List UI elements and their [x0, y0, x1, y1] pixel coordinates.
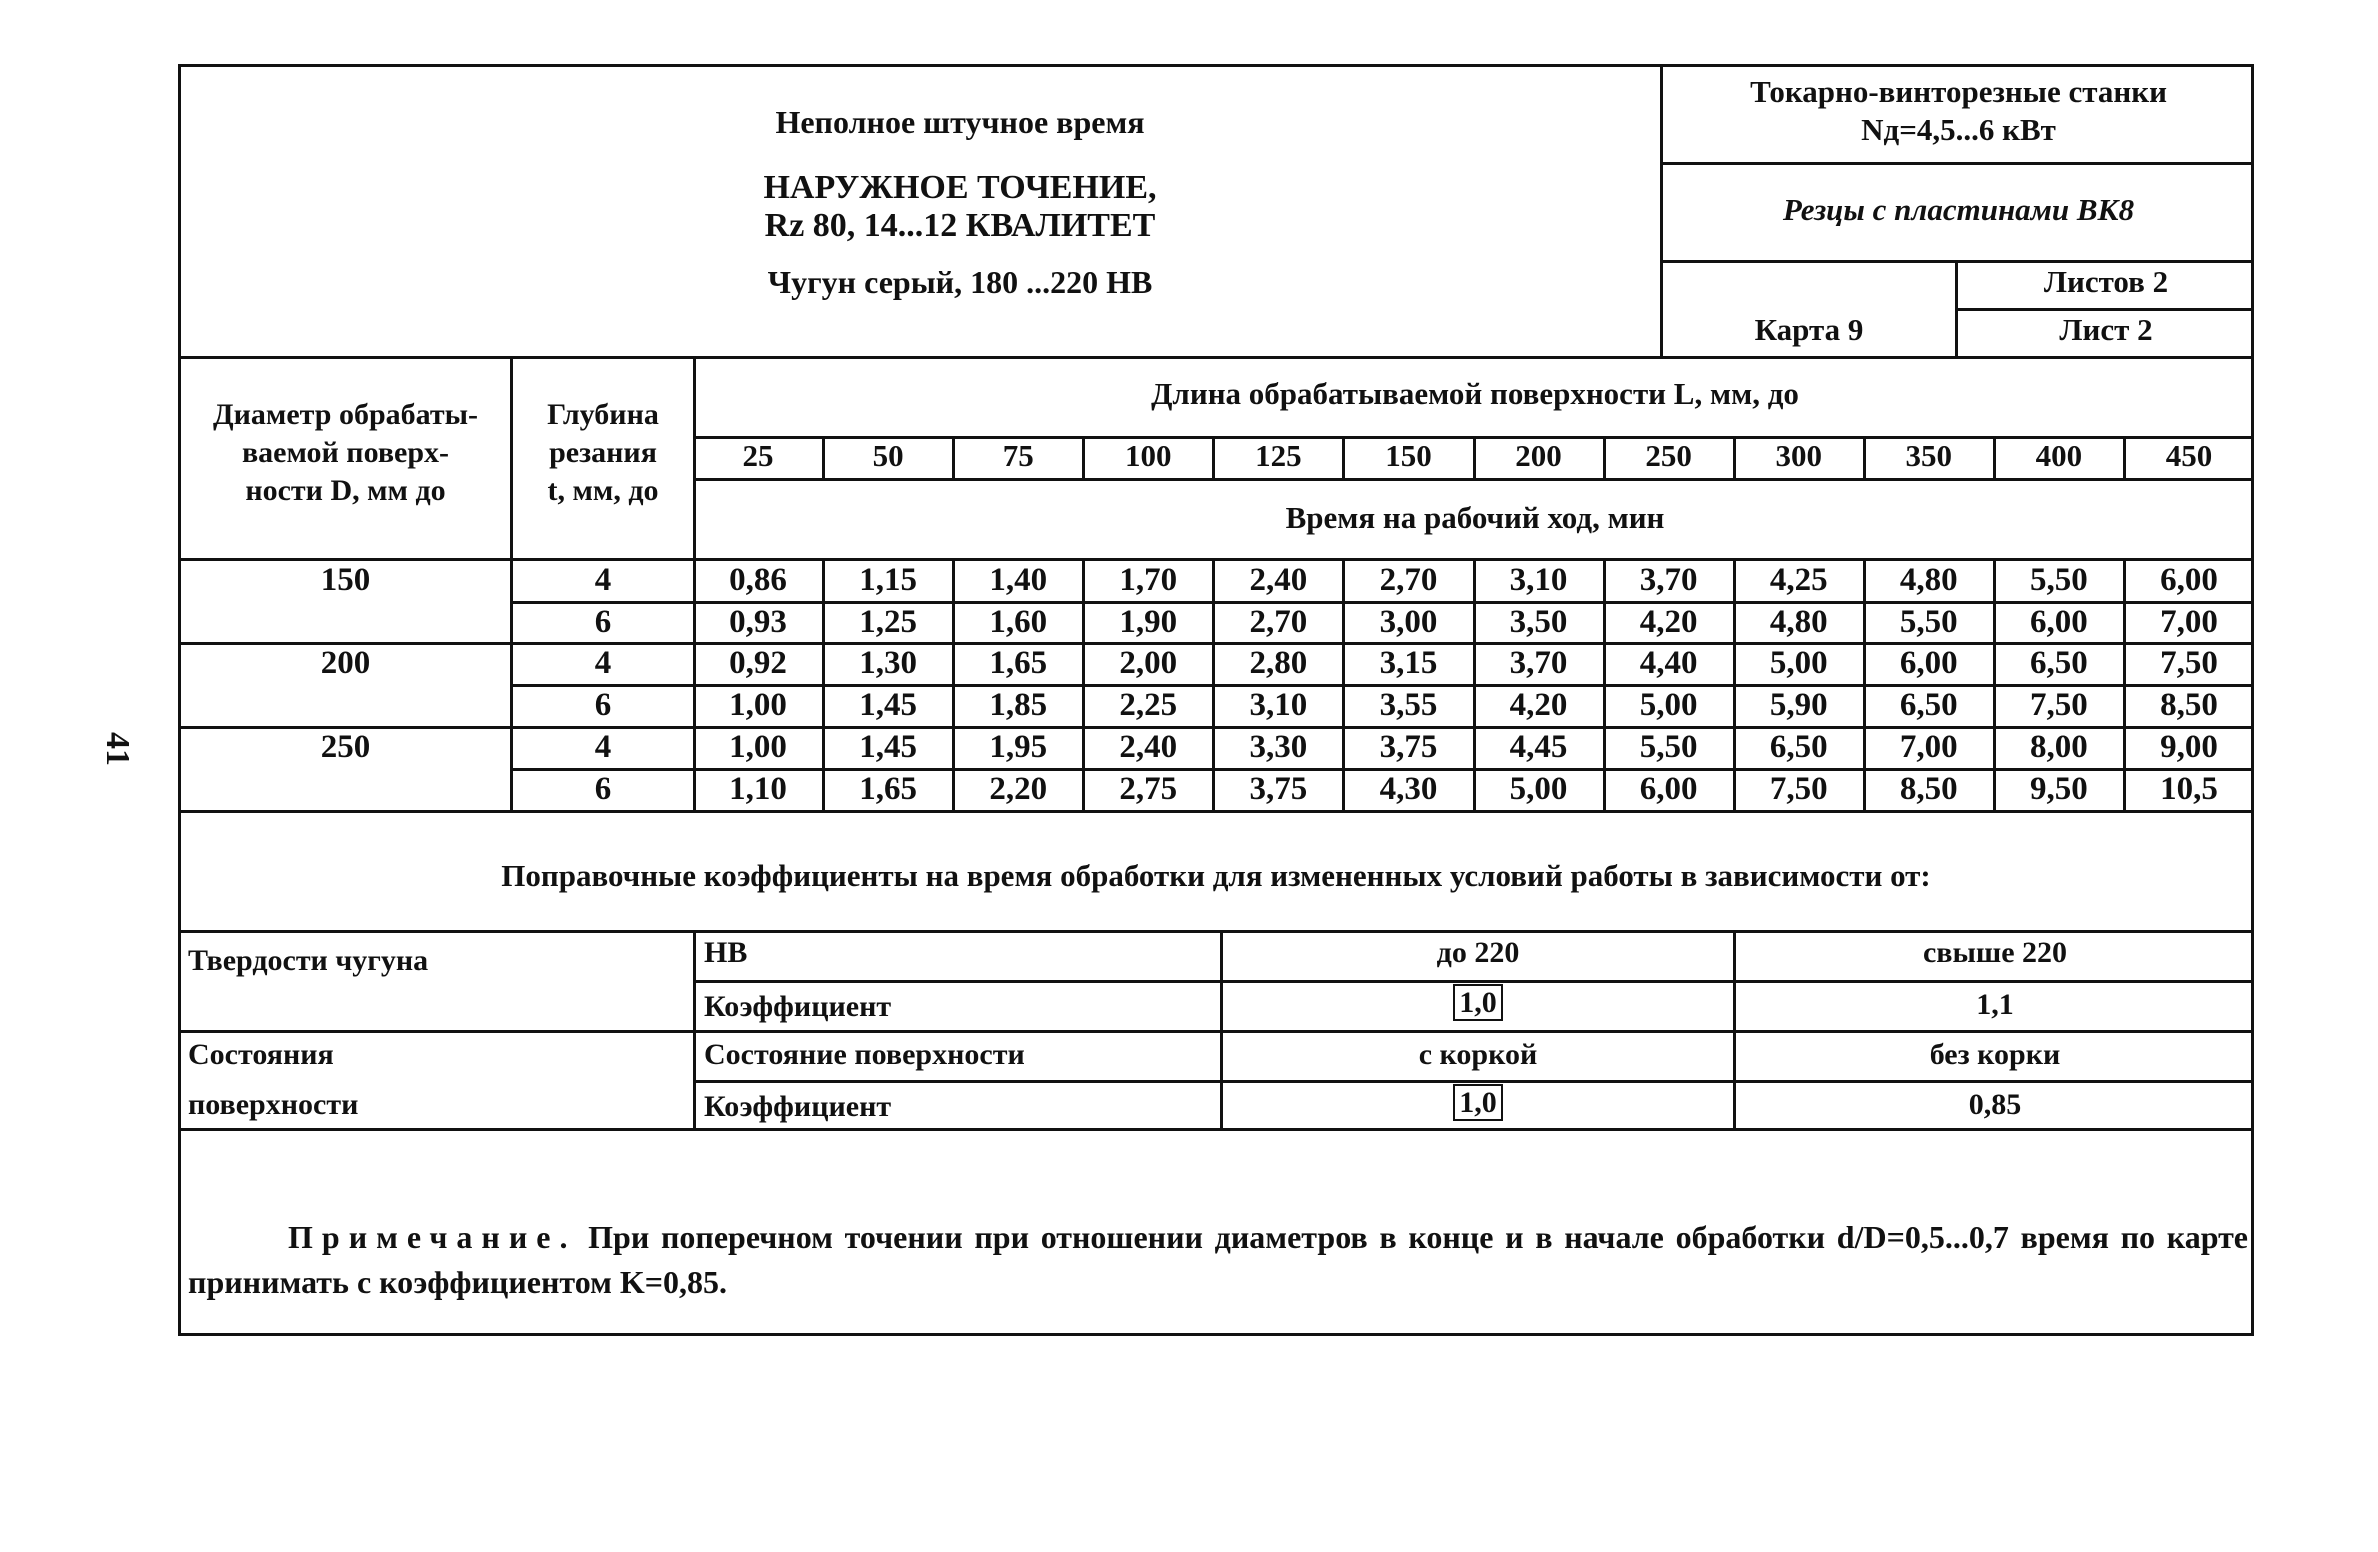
length-value: 25 [742, 438, 774, 473]
time-value: 1,65 [859, 770, 917, 807]
time-value: 2,25 [1119, 687, 1178, 724]
length-value: 75 [1002, 438, 1034, 473]
time-value: 4,40 [1639, 645, 1698, 682]
without-crust-coef: 0,85 [1968, 1088, 2022, 1121]
length-col-line [822, 438, 825, 478]
time-value: 2,70 [1249, 603, 1308, 640]
time-value: 2,40 [1249, 562, 1308, 598]
tool-description: Резцы с пластинами ВК8 [1782, 192, 2135, 227]
table-bottom-line [178, 810, 2254, 813]
time-value: 6,00 [2029, 603, 2088, 640]
time-value: 4,25 [1769, 562, 1828, 598]
time-value: 3,10 [1249, 687, 1308, 724]
depth-value: 4 [594, 645, 612, 682]
col-header-depth-3: t, мм, до [547, 474, 659, 507]
length-col-line [1603, 438, 1606, 478]
time-value: 0,92 [729, 645, 787, 682]
time-value: 6,00 [1639, 770, 1698, 807]
page-number: 41 [99, 732, 136, 766]
corr-line-1 [693, 980, 2254, 983]
header-right-line-1 [1660, 162, 2254, 165]
diameter-value: 150 [320, 562, 371, 598]
time-value: 5,50 [1639, 728, 1698, 765]
grid-row-line [510, 601, 2254, 604]
sheet-number: Лист 2 [2059, 312, 2153, 347]
header-title-line1: НАРУЖНОЕ ТОЧЕНИЕ, [763, 169, 1157, 206]
length-col-line [1473, 438, 1476, 478]
length-value: 125 [1255, 438, 1302, 473]
machine-line1: Токарно-винторезные станки [1750, 74, 2167, 109]
header-sheets-line [1955, 308, 2254, 311]
card-number: Карта 9 [1754, 312, 1864, 347]
diameter-value: 200 [320, 645, 371, 682]
col-header-diameter-1: Диаметр обрабаты- [212, 398, 479, 431]
time-value: 1,70 [1119, 562, 1178, 598]
time-value: 4,45 [1509, 728, 1568, 765]
time-value: 7,00 [2160, 603, 2218, 640]
surface-coef-label: Коэффициент [704, 1090, 892, 1123]
time-value: 3,00 [1379, 603, 1438, 640]
col-header-depth-2: резания [549, 436, 657, 469]
time-value: 2,40 [1119, 728, 1178, 765]
time-value: 3,50 [1509, 603, 1568, 640]
time-value: 5,00 [1769, 645, 1828, 682]
time-value: 3,55 [1379, 687, 1438, 724]
time-value: 1,25 [859, 603, 917, 640]
time-value: 4,80 [1899, 562, 1958, 598]
time-value: 6,00 [1899, 645, 1958, 682]
length-value: 100 [1125, 438, 1172, 473]
corrections-top-line [178, 930, 2254, 933]
grid-row-line [510, 768, 2254, 771]
length-col-line [2123, 438, 2126, 478]
time-value: 2,00 [1119, 645, 1178, 682]
time-value: 1,30 [859, 645, 917, 682]
machine-line2: Nд=4,5...6 кВт [1861, 112, 2056, 147]
time-value: 4,20 [1639, 603, 1698, 640]
depth-value: 4 [594, 562, 612, 598]
header-title-line2: Rz 80, 14...12 КВАЛИТЕТ [764, 207, 1156, 244]
table-header-bottom [178, 558, 2254, 561]
time-value: 6,50 [1769, 728, 1828, 765]
time-value: 1,10 [729, 770, 787, 807]
with-crust-coef-cell [1223, 1086, 1733, 1121]
header-subtitle: Неполное штучное время [775, 104, 1145, 140]
col-header-diameter-2: ваемой поверх- [241, 436, 450, 469]
grid-row-line [510, 684, 2254, 687]
time-value: 2,75 [1119, 770, 1178, 807]
grid-row-line [178, 726, 2254, 729]
time-value: 7,00 [1899, 728, 1958, 765]
time-value: 1,85 [989, 687, 1048, 724]
time-value: 7,50 [2029, 687, 2088, 724]
corr-line-3 [693, 1080, 2254, 1083]
corrections-title: Поправочные коэффициенты на время обработки для измененных условий работы в зависимости от: [501, 858, 1931, 893]
col-header-diameter-3: ности D, мм до [245, 474, 446, 507]
grid-row-line [178, 642, 2254, 645]
hb-low-coef: 1,0 [1453, 984, 1503, 1021]
hb-label: НВ [704, 936, 748, 969]
time-value: 7,50 [1769, 770, 1828, 807]
time-value: 6,00 [2160, 562, 2218, 598]
lengths-line [693, 478, 2254, 481]
time-value: 1,95 [989, 728, 1048, 765]
corr-col-1 [693, 930, 696, 1130]
hb-high: свыше 220 [1922, 936, 2068, 969]
time-value: 3,10 [1509, 562, 1568, 598]
time-value: 8,50 [2160, 687, 2218, 724]
hb-low-coef-cell [1223, 986, 1733, 1021]
time-value: 7,50 [2160, 645, 2218, 682]
length-col-line [1212, 438, 1215, 478]
sheets-total: Листов 2 [2043, 264, 2169, 299]
length-value: 450 [2165, 438, 2213, 473]
corr-line-2 [178, 1030, 2254, 1033]
length-col-line [1863, 438, 1866, 478]
time-value: 1,40 [989, 562, 1048, 598]
corrections-bottom-line [178, 1128, 2254, 1131]
length-col-line [952, 438, 955, 478]
length-value: 50 [872, 438, 904, 473]
length-col-line [1993, 438, 1996, 478]
time-header: Время на рабочий ход, мин [1285, 500, 1665, 535]
time-value: 10,5 [2160, 770, 2218, 807]
time-value: 0,93 [729, 603, 787, 640]
time-value: 1,00 [729, 728, 787, 765]
time-value: 5,50 [2029, 562, 2088, 598]
time-value: 4,80 [1769, 603, 1828, 640]
time-value: 1,15 [859, 562, 917, 598]
time-value: 2,70 [1379, 562, 1438, 598]
time-value: 1,00 [729, 687, 787, 724]
time-value: 1,90 [1119, 603, 1178, 640]
depth-value: 6 [594, 687, 612, 724]
time-value: 6,50 [2029, 645, 2088, 682]
with-crust-coef: 1,0 [1453, 1084, 1503, 1121]
length-col-line [1082, 438, 1085, 478]
time-value: 3,30 [1249, 728, 1308, 765]
time-value: 3,70 [1509, 645, 1568, 682]
time-value: 8,00 [2029, 728, 2088, 765]
length-col-line [1342, 438, 1345, 478]
length-value: 200 [1515, 438, 1562, 473]
time-value: 3,15 [1379, 645, 1438, 682]
diameter-value: 250 [320, 728, 371, 765]
time-value: 5,50 [1899, 603, 1958, 640]
surface-label-2: поверхности [188, 1088, 359, 1121]
time-value: 5,00 [1639, 687, 1698, 724]
time-value: 8,50 [1899, 770, 1958, 807]
header-material: Чугун серый, 180 ...220 НВ [767, 264, 1153, 300]
depth-value: 6 [594, 770, 612, 807]
length-col-line [1733, 438, 1736, 478]
hardness-label: Твердости чугуна [188, 944, 429, 977]
length-value: 400 [2035, 438, 2083, 473]
note-text: При поперечном точении при отношении диаметров в конце и в начале обработки d/D=0,5...0,7 время по карте принимать с коэффициентом K=0,85. [188, 1219, 2248, 1300]
time-value: 9,00 [2160, 728, 2218, 765]
time-value: 3,75 [1249, 770, 1308, 807]
time-value: 1,45 [859, 687, 917, 724]
with-crust: с коркой [1418, 1038, 1538, 1071]
time-value: 9,50 [2029, 770, 2088, 807]
time-value: 1,60 [989, 603, 1048, 640]
col-header-depth-1: Глубина [547, 398, 659, 431]
time-value: 0,86 [729, 562, 787, 598]
time-value: 5,90 [1769, 687, 1828, 724]
time-value: 2,20 [989, 770, 1048, 807]
time-value: 3,75 [1379, 728, 1438, 765]
hb-low: до 220 [1436, 936, 1520, 969]
time-value: 6,50 [1899, 687, 1958, 724]
note [188, 1215, 2248, 1305]
time-value: 5,00 [1509, 770, 1568, 807]
time-value: 4,30 [1379, 770, 1438, 807]
length-value: 250 [1645, 438, 1692, 473]
length-value: 350 [1905, 438, 1953, 473]
surface-state-label: Состояние поверхности [704, 1038, 1025, 1071]
length-header: Длина обрабатываемой поверхности L, мм, до [1151, 376, 1799, 411]
header-bottom-line [178, 356, 2254, 359]
time-value: 3,70 [1639, 562, 1698, 598]
without-crust: без корки [1929, 1038, 2061, 1071]
hb-high-coef: 1,1 [1976, 988, 2014, 1021]
depth-value: 4 [594, 728, 612, 765]
depth-value: 6 [594, 603, 612, 640]
note-lead: Примечание. [288, 1219, 577, 1255]
length-value: 300 [1775, 438, 1822, 473]
time-value: 1,45 [859, 728, 917, 765]
length-value: 150 [1385, 438, 1432, 473]
time-value: 1,65 [989, 645, 1048, 682]
time-value: 4,20 [1509, 687, 1568, 724]
time-value: 2,80 [1249, 645, 1308, 682]
hb-coef-label: Коэффициент [704, 990, 892, 1023]
surface-label-1: Состояния [188, 1038, 334, 1071]
